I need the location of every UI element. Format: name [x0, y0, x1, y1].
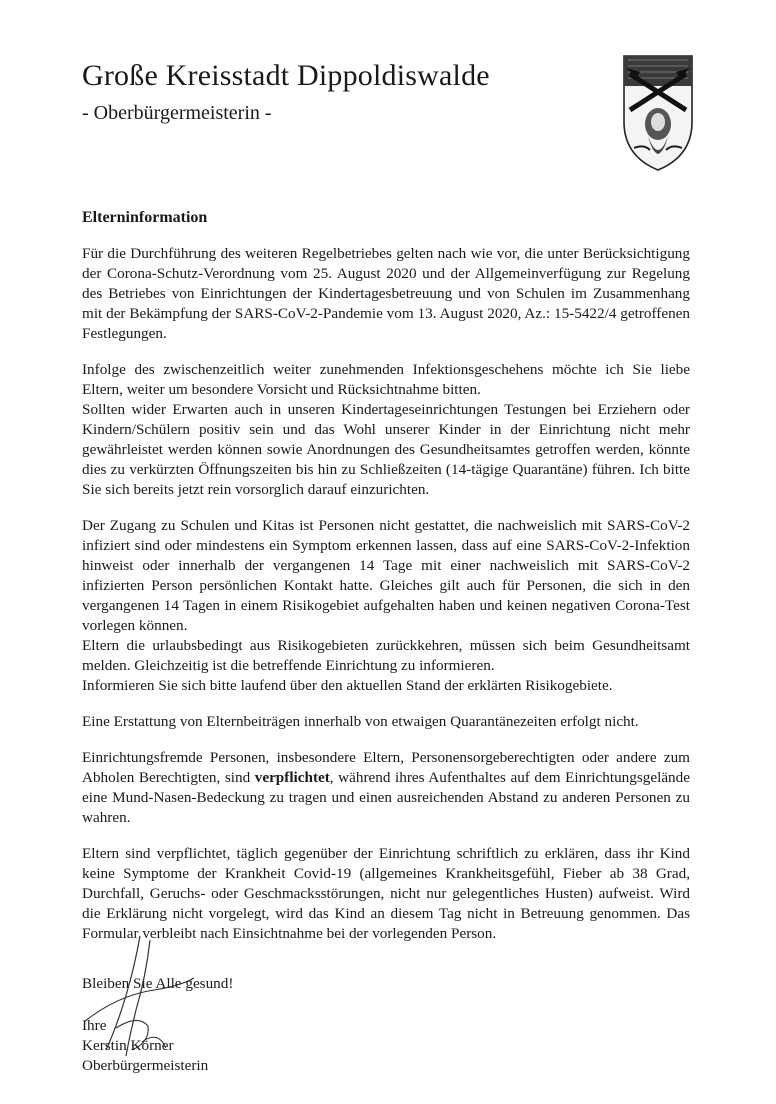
- paragraph-line: Sollten wider Erwarten auch in unseren Kindertageseinrichtungen Testungen bei Erziehern oder Kindern/Schülern positiv sein und das Wohl unserer Kinder in der Einrichtung nicht mehr gewährleistet werden können sowie Anordnungen des Gesundheitsamtes getroffen werden, könnte dies zu verkürzten Öffnungszeiten bis hin zu Schließzeiten (14-tägige Quarantäne) führen. Ich bitte Sie sich bereits jetzt rein vorsorglich darauf einzurichten.: [82, 401, 690, 498]
- paragraph-text: , während ihres Aufenthaltes auf dem Einrichtungsgelände eine Mund-Nasen-Bedeckung zu tragen und einen ausreichenden Abstand zu anderen Personen zu wahren.: [82, 769, 690, 826]
- paragraph-line: Für die Durchführung des weiteren Regelbetriebes gelten nach wie vor, die unter Berücksichtigung der Corona-Schutz-Verordnung vom 25. August 2020 und der Allgemeinverfügung zur Regelung des Betriebes von Einrichtungen der Kindertagesbetreuung und von Schulen im Zusammenhang mit der Bekämpfung der SARS-CoV-2-Pandemie vom 13. August 2020, Az.: 15-5422/4 getroffenen Festlegungen.: [82, 245, 690, 342]
- letter-body: [82, 208, 690, 994]
- paragraph-line: Informieren Sie sich bitte laufend über den aktuellen Stand der erklärten Risikogebiete.: [82, 677, 613, 694]
- coat-of-arms-emblem: [620, 52, 696, 174]
- paragraph-erstattung: [82, 712, 690, 732]
- emphasis-verpflichtet: verpflichtet: [254, 769, 330, 786]
- paragraph-line: Eine Erstattung von Elternbeiträgen innerhalb von etwaigen Quarantänezeiten erfolgt nicht.: [82, 713, 639, 730]
- paragraph-line: Eltern sind verpflichtet, täglich gegenüber der Einrichtung schriftlich zu erklären, dass ihr Kind keine Symptome der Krankheit Covid-19 (allgemeines Krankheitsgefühl, Fieber ab 38 Grad, Durchfall, Geruchs- oder Geschmacksstörungen, nicht nur gelegentliches Husten) aufweist. Wird die Erklärung nicht vorgelegt, wird das Kind an diesem Tag nicht in Betreuung genommen. Das Formular verbleibt nach Einsichtnahme bei der vorlegenden Person.: [82, 845, 690, 942]
- signature-salutation: Ihre: [82, 1017, 107, 1034]
- paragraph-regelbetrieb: [82, 244, 690, 344]
- paragraph-line: Der Zugang zu Schulen und Kitas ist Personen nicht gestattet, die nachweislich mit SARS-CoV-2 infiziert sind oder mindestens ein Symptom erkennen lassen, dass auf eine SARS-CoV-2-Infektion hinweist oder innerhalb der vergangenen 14 Tage mit einer nachweislich mit SARS-CoV-2 infizierten Person persönlichen Kontakt hatte. Gleiches gilt auch für Personen, die sich in den vergangenen 14 Tagen in einem Risikogebiet aufgehalten haben und keinen negativen Corona-Test vorlegen können.: [82, 517, 690, 634]
- paragraph-erklaerung: [82, 844, 690, 944]
- signature-role: Oberbürgermeisterin: [82, 1057, 209, 1074]
- signature-name: Kerstin Körner: [82, 1037, 174, 1054]
- letterhead-title: Große Kreisstadt Dippoldiswalde: [82, 59, 490, 92]
- paragraph-text: Einrichtungsfremde Personen, insbesondere Eltern, Personensorgeberechtigten oder andere zum Abholen Berechtigten, sind: [82, 749, 690, 786]
- paragraph-line: Infolge des zwischenzeitlich weiter zunehmenden Infektionsgeschehens möchte ich Sie liebe Eltern, weiter um besondere Vorsicht und Rücksichtnahme bitten.: [82, 361, 690, 398]
- paragraph-zugang: [82, 516, 690, 696]
- letter-heading: Elterninformation: [82, 209, 208, 226]
- paragraph-mund-nasen-bedeckung: [82, 748, 690, 828]
- signature-block: [82, 1016, 208, 1076]
- paragraph-infektionsgeschehen: [82, 360, 690, 500]
- closing-greeting: Bleiben Sie Alle gesund!: [82, 975, 234, 992]
- paragraph-line: Eltern die urlaubsbedingt aus Risikogebieten zurückkehren, müssen sich beim Gesundheitsamt melden. Gleichzeitig ist die betreffende Einrichtung zu informieren.: [82, 637, 690, 674]
- letterhead-subtitle: - Oberbürgermeisterin -: [82, 102, 272, 124]
